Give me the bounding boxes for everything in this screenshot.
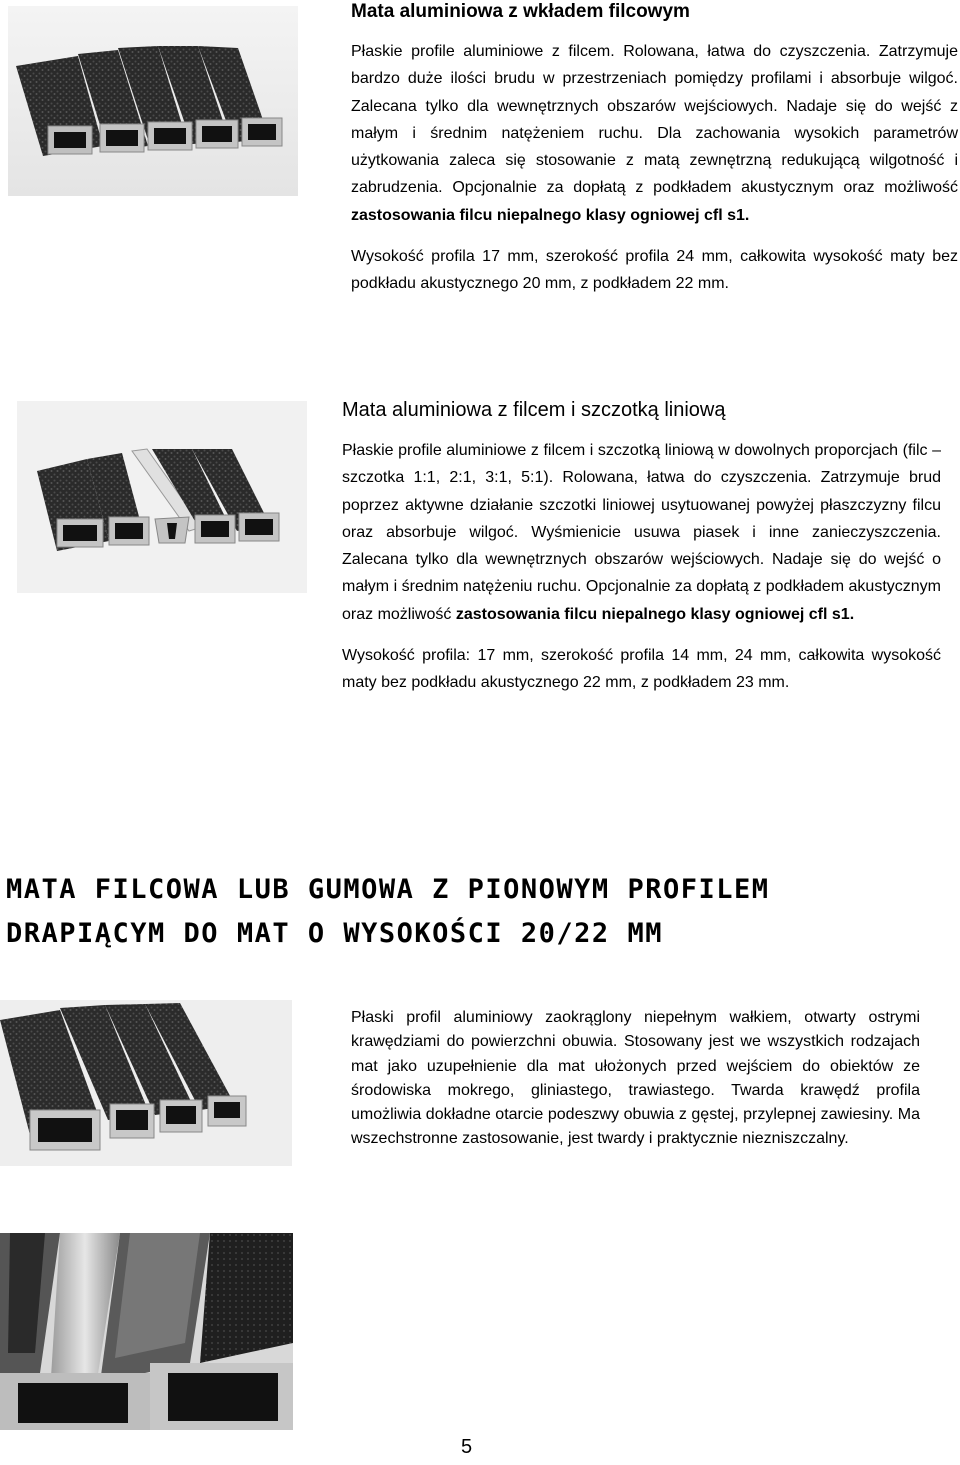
page-number: 5 [461, 1436, 473, 1458]
scraper-mat-photo [0, 1000, 292, 1166]
rubber-profile-closeup-photo [0, 1233, 293, 1430]
dimensions-paragraph: Wysokość profila 17 mm, szerokość profila 24 mm, całkowita wysokość maty bez podkładu akustycznego 20 mm, z podkładem 22 mm. [351, 248, 958, 293]
section-felt-brush-mat [342, 397, 941, 697]
felt-brush-mat-photo [17, 401, 307, 593]
felt-mat-photo [8, 6, 298, 196]
section-felt-mat [351, 0, 958, 298]
section-title: Mata aluminiowa z filcem i szczotką liniową [342, 399, 726, 421]
description-paragraph: Płaskie profile aluminiowe z filcem. Rolowana, łatwa do czyszczenia. Zatrzymuje bardzo duże ilości brudu w przestrzeniach pomiędzy profilami i absorbuje wilgoć. Zalecana tylko dla wewnętrznych obszarów wejściowych. Nadaje się do wejść z małym i średnim natężeniem ruchu. Dla zachowania wysokich parametrów użytkowania zaleca się stosowanie z matą zewnętrzną redukującą wilgotność i zabrudzenia. Opcjonalnie za dopłatą z podkładem akustycznym oraz możliwość zastosowania filcu niepalnego klasy ogniowej cfl s1. [351, 43, 958, 224]
section-title: Mata aluminiowa z wkładem filcowym [351, 1, 690, 22]
description-paragraph: Płaskie profile aluminiowe z filcem i szczotką liniową w dowolnych proporcjach (filc – szczotka 1:1, 2:1, 3:1, 5:1). Rolowana, łatwa do czyszczenia. Zatrzymuje brud poprzez aktywne działanie szczotki liniowej usytuowanej powyżej płaszczyzny filcu oraz absorbuje wilgoć. Wyśmienicie usuwa piasek i inne zanieczyszczenia. Zalecana tylko dla wewnętrznych obszarów wejściowych. Nadaje się do wejść o małym i średnim natężeniu ruchu. Opcjonalnie za dopłatą z podkładem akustycznym oraz możliwość zastosowania filcu niepalnego klasy ogniowej cfl s1. [342, 442, 941, 623]
description-paragraph: Płaski profil aluminiowy zaokrąglony niepełnym wałkiem, otwarty ostrymi krawędziami do powierzchni obuwia. Stosowany jest we wszystkich rodzajach mat jako uzupełnienie dla mat ułożonych przed wejściem do obiektów ze środowiska mokrego, gliniastego, trawiastego. Twarda krawędź profila umożliwia dokładne otarcie podeszwy obuwia z gęstej, przylepnej zawiesiny. Ma wszechstronne zastosowanie, jest twardy i praktycznie niezniszczalny. [351, 1009, 920, 1148]
scraper-profile-heading: MATA FILCOWA LUB GUMOWA Z PIONOWYM PROFILEM DRAPIĄCYM DO MAT O WYSOKOŚCI 20/22 MM [6, 874, 770, 949]
section-scraper-profile [351, 1006, 920, 1152]
dimensions-paragraph: Wysokość profila: 17 mm, szerokość profila 14 mm, 24 mm, całkowita wysokość maty bez podkładu akustycznego 22 mm, z podkładem 23 mm. [342, 647, 941, 692]
